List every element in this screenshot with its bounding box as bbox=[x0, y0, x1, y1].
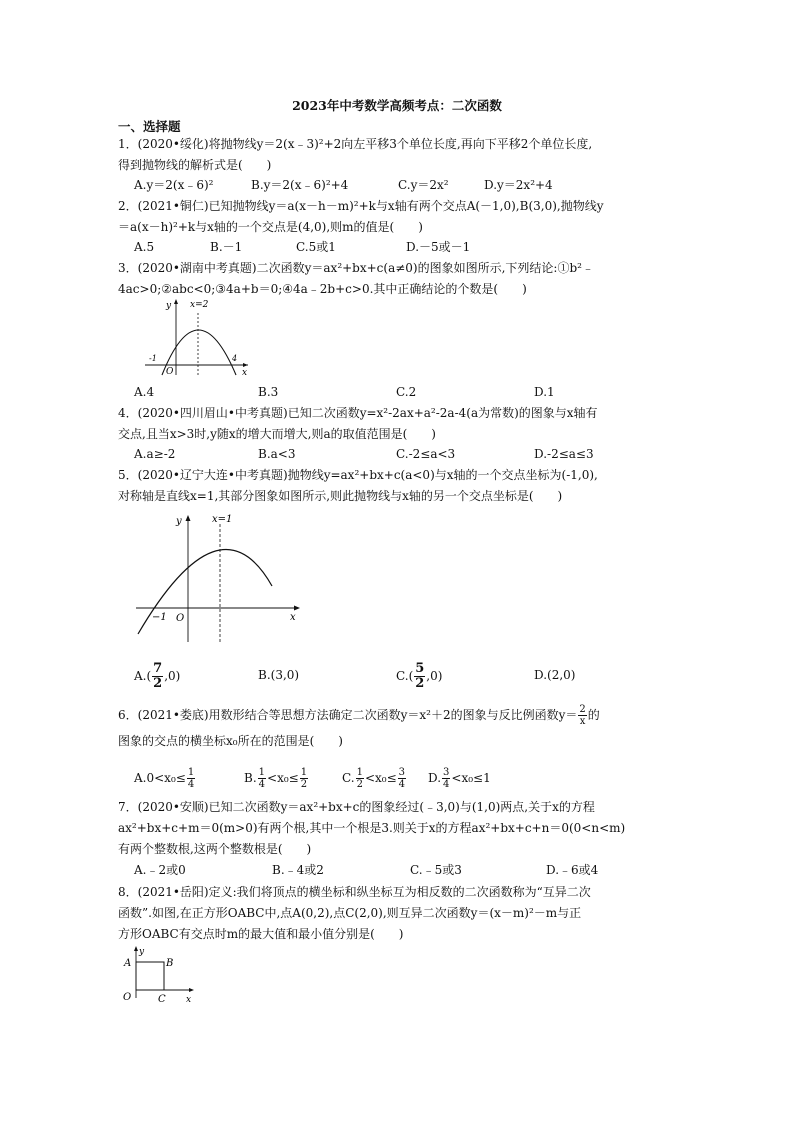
fraction bbox=[187, 767, 195, 790]
question-7-line-1: 7．(2020•安顺)已知二次函数y＝ax²+bx+c的图象经过(﹣3,0)与(1,0)两点,关于x的方程 bbox=[118, 800, 595, 814]
option-d[interactable] bbox=[428, 765, 491, 791]
y-axis-label: y bbox=[166, 301, 172, 311]
question-4-line-2: 交点,且当x>3时,y随x的增大而增大,则a的取值范围是( ) bbox=[118, 427, 436, 441]
option-d[interactable]: D.﹣6或4 bbox=[546, 863, 599, 877]
option-a[interactable]: A.5 bbox=[134, 240, 155, 254]
denominator: 2 bbox=[415, 676, 425, 691]
option-b[interactable]: B.3 bbox=[258, 385, 279, 399]
question-5-line-1: 5．(2020•辽宁大连•中考真题)抛物线y=ax²+bx+c(a<0)与x轴的一个交点坐标为(-1,0), bbox=[118, 468, 598, 482]
fraction bbox=[152, 662, 163, 691]
question-4 bbox=[118, 403, 690, 445]
option-b[interactable]: B.a<3 bbox=[258, 447, 296, 461]
x-axis-arrow bbox=[243, 363, 248, 367]
page-title: 2023年中考数学高频考点：二次函数 bbox=[292, 98, 502, 113]
option-a[interactable]: A.y＝2(x﹣6)² bbox=[134, 178, 214, 192]
option-c[interactable] bbox=[342, 765, 407, 791]
option-d-middle: <x₀≤1 bbox=[451, 771, 491, 785]
option-d[interactable]: D.y＝2x²+4 bbox=[484, 178, 553, 192]
question-7-line-2: ax²+bx+c+m＝0(m>0)有两个根,其中一个根是3.则关于x的方程ax²+bx+c+n＝0(0<n<m) bbox=[118, 821, 626, 835]
question-6-line-1 bbox=[118, 704, 690, 727]
option-c-prefix: C. bbox=[342, 771, 355, 785]
question-8-line-2: 函数”.如图,在正方形OABC中,点A(0,2),点C(2,0),则互异二次函数y＝(x－m)²－m与正 bbox=[118, 906, 582, 920]
question-5-parabola-figure bbox=[132, 510, 304, 644]
y-axis-arrow bbox=[186, 515, 191, 521]
option-a-suffix: ,0) bbox=[164, 669, 181, 683]
origin-label: O bbox=[123, 992, 132, 1003]
y-axis-label: y bbox=[176, 516, 182, 527]
fraction bbox=[414, 662, 425, 691]
question-3-options bbox=[134, 382, 694, 403]
option-a-prefix: A.( bbox=[134, 669, 152, 683]
square-oabc bbox=[136, 962, 164, 990]
option-d[interactable]: D.1 bbox=[534, 385, 555, 399]
option-c-prefix: C.( bbox=[396, 669, 414, 683]
fraction bbox=[258, 767, 266, 790]
option-c[interactable]: C.-2≤a<3 bbox=[396, 447, 456, 461]
option-a-prefix: A.0<x₀≤ bbox=[134, 771, 186, 785]
question-7-options bbox=[134, 860, 694, 881]
origin-label: O bbox=[166, 367, 174, 377]
y-axis-arrow bbox=[134, 946, 138, 951]
option-b[interactable]: B.－1 bbox=[210, 240, 243, 254]
numerator: 7 bbox=[153, 661, 163, 676]
option-b-prefix: B. bbox=[244, 771, 257, 785]
question-5-options bbox=[134, 661, 694, 691]
point-a-label: A bbox=[124, 958, 132, 969]
question-1-line-1: 1．(2020•绥化)将抛物线y＝2(x﹣3)²+2向左平移3个单位长度,再向下平移2个单位长度, bbox=[118, 137, 593, 151]
question-6-line-2: 图象的交点的横坐标x₀所在的范围是( ) bbox=[118, 734, 343, 748]
denominator: x bbox=[579, 716, 586, 727]
origin-label: O bbox=[176, 613, 185, 624]
question-4-options bbox=[134, 444, 694, 465]
question-7 bbox=[118, 797, 690, 860]
option-b[interactable] bbox=[244, 765, 309, 791]
left-root-label: -1 bbox=[149, 354, 157, 363]
numerator: 1 bbox=[300, 767, 308, 778]
option-c[interactable]: C.y＝2x² bbox=[398, 178, 449, 192]
option-d[interactable]: D.-2≤a≤3 bbox=[534, 447, 594, 461]
option-c[interactable]: C.5或1 bbox=[296, 240, 336, 254]
question-4-line-1: 4．(2020•四川眉山•中考真题)已知二次函数y=x²-2ax+a²-2a-4(a为常数)的图象与x轴有 bbox=[118, 406, 598, 420]
option-b-middle: <x₀≤ bbox=[267, 771, 299, 785]
x-axis-arrow bbox=[189, 988, 194, 992]
question-1-line-2: 得到抛物线的解析式是( ) bbox=[118, 158, 272, 172]
denominator: 4 bbox=[258, 779, 266, 790]
question-2 bbox=[118, 196, 690, 238]
option-b[interactable]: B.(3,0) bbox=[258, 668, 300, 682]
x-axis-arrow bbox=[294, 606, 300, 611]
x-axis-label: x bbox=[242, 368, 248, 377]
question-6-line-1-text: 6．(2021•娄底)用数形结合等思想方法确定二次函数y＝x²＋2的图象与反比例函数y＝ bbox=[118, 708, 578, 722]
question-2-options bbox=[134, 237, 694, 258]
x-axis-label: x bbox=[290, 612, 296, 623]
denominator: 4 bbox=[398, 779, 406, 790]
symmetry-line-label: x=1 bbox=[212, 514, 233, 525]
option-a[interactable] bbox=[134, 765, 196, 791]
question-8-line-1: 8．(2021•岳阳)定义:我们将顶点的横坐标和纵坐标互为相反数的二次函数称为“互异二次 bbox=[118, 885, 591, 899]
option-a[interactable]: A.4 bbox=[134, 385, 155, 399]
question-6 bbox=[118, 704, 690, 752]
right-root-label: 4 bbox=[232, 354, 238, 363]
x-axis-label: x bbox=[186, 995, 192, 1004]
numerator: 3 bbox=[443, 767, 450, 778]
option-a[interactable]: A.a≥-2 bbox=[134, 447, 176, 461]
option-c[interactable]: C.2 bbox=[396, 385, 417, 399]
numerator: 1 bbox=[258, 767, 266, 778]
question-6-options bbox=[134, 765, 694, 791]
question-2-line-2: ＝a(x－h)²+k与x轴的一个交点是(4,0),则m的值是( ) bbox=[118, 220, 423, 234]
question-1-options bbox=[134, 175, 694, 196]
fraction bbox=[300, 767, 308, 790]
numerator: 1 bbox=[356, 767, 363, 778]
fraction bbox=[442, 767, 450, 790]
question-3-line-2: 4ac>0;②abc<0;③4a+b＝0;④4a﹣2b+c>0.其中正确结论的个数是( ) bbox=[118, 282, 527, 296]
fraction bbox=[398, 767, 406, 790]
question-5-line-2: 对称轴是直线x=1,其部分图象如图所示,则此抛物线与x轴的另一个交点坐标是( ) bbox=[118, 489, 563, 503]
option-c-middle: <x₀≤ bbox=[364, 771, 397, 785]
option-d-prefix: D. bbox=[428, 771, 442, 785]
option-c-suffix: ,0) bbox=[426, 669, 443, 683]
point-b-label: B bbox=[166, 958, 174, 969]
numerator: 3 bbox=[398, 767, 406, 778]
question-3-parabola-figure bbox=[140, 295, 250, 377]
y-axis-arrow bbox=[174, 299, 178, 304]
question-8-line-3: 方形OABC有交点时m的最大值和最小值分别是( ) bbox=[118, 927, 404, 941]
section-heading: 一、选择题 bbox=[118, 119, 181, 134]
option-b[interactable]: B.﹣4或2 bbox=[272, 863, 324, 877]
numerator: 5 bbox=[415, 661, 425, 676]
option-c[interactable] bbox=[396, 662, 442, 691]
symmetry-line-label: x=2 bbox=[190, 300, 209, 310]
question-3 bbox=[118, 258, 690, 300]
option-a[interactable] bbox=[134, 662, 180, 691]
question-8 bbox=[118, 882, 690, 945]
question-6-line-1-end: 的 bbox=[587, 708, 600, 722]
denominator: 4 bbox=[443, 779, 450, 790]
point-c-label: C bbox=[158, 994, 166, 1004]
numerator: 1 bbox=[187, 767, 195, 778]
fraction bbox=[356, 767, 364, 790]
question-8-square-figure bbox=[118, 944, 198, 1004]
denominator: 2 bbox=[153, 676, 163, 691]
option-a[interactable]: A.﹣2或0 bbox=[134, 863, 186, 877]
question-1 bbox=[118, 134, 690, 176]
denominator: 2 bbox=[356, 779, 363, 790]
denominator: 4 bbox=[187, 779, 195, 790]
option-b[interactable]: B.y＝2(x﹣6)²+4 bbox=[251, 178, 349, 192]
option-d[interactable]: D.(2,0) bbox=[534, 668, 576, 682]
option-c[interactable]: C.﹣5或3 bbox=[410, 863, 462, 877]
option-d[interactable]: D.－5或－1 bbox=[406, 240, 471, 254]
question-5 bbox=[118, 465, 690, 507]
left-root-label: −1 bbox=[152, 612, 167, 623]
question-3-line-1: 3．(2020•湖南中考真题)二次函数y＝ax²+bx+c(a≠0)的图象如图所示,下列结论:①b²﹣ bbox=[118, 261, 594, 275]
denominator: 2 bbox=[300, 779, 308, 790]
numerator: 2 bbox=[579, 704, 586, 715]
question-7-line-3: 有两个整数根,这两个整数根是( ) bbox=[118, 842, 312, 856]
y-axis-label: y bbox=[139, 947, 145, 957]
fraction bbox=[578, 704, 586, 727]
question-2-line-1: 2．(2021•铜仁)已知抛物线y＝a(x－h－m)²+k与x轴有两个交点A(－1,0),B(3,0),抛物线y bbox=[118, 199, 604, 213]
